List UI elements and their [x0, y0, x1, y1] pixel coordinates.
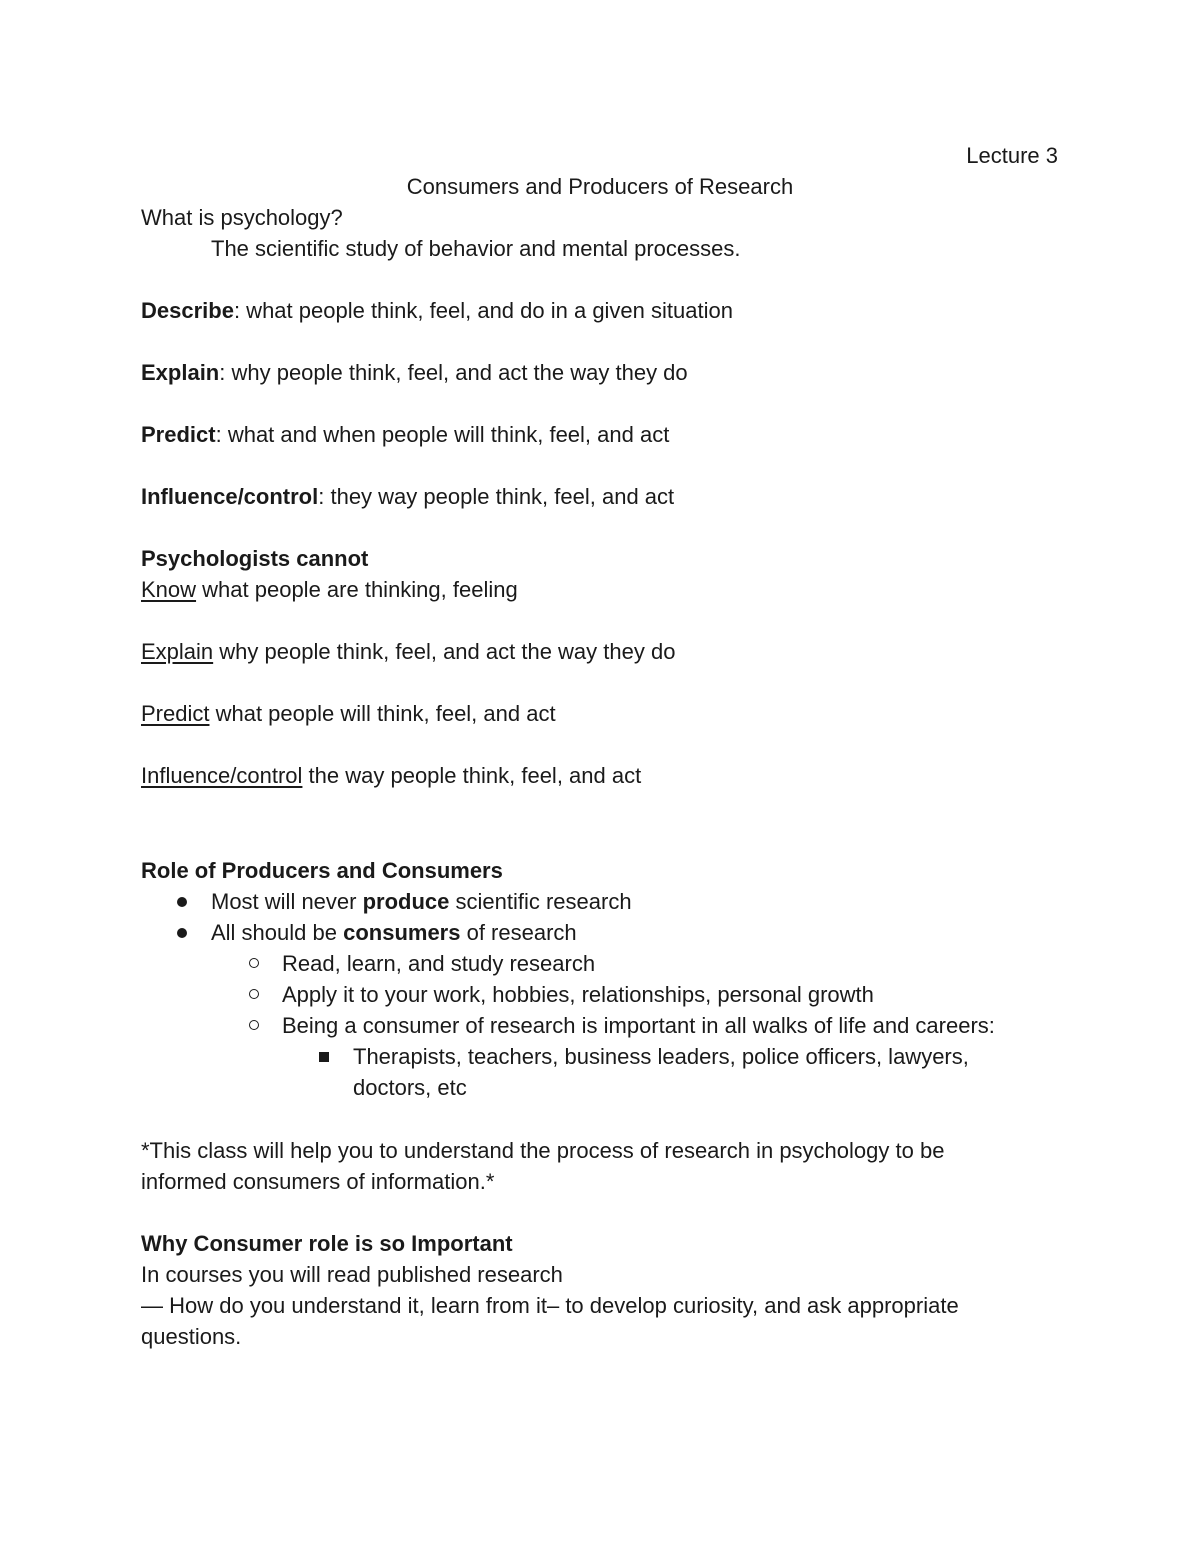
bullet-circle-icon	[249, 958, 259, 968]
list-item	[282, 948, 595, 979]
cannot-term: Influence/control	[141, 763, 303, 788]
bullet-circle-icon	[249, 1020, 259, 1030]
roles-heading-text: Role of Producers and Consumers	[141, 858, 503, 883]
list-item-text: Apply it to your work, hobbies, relationships, personal growth	[282, 982, 874, 1007]
cannot-text: what people will think, feel, and act	[209, 701, 556, 726]
bullet-dot-icon	[177, 928, 187, 938]
intro-question: What is psychology?	[141, 205, 343, 230]
cannot-text: what people are thinking, feeling	[196, 577, 518, 602]
cannot-influence	[141, 760, 641, 791]
cannot-heading	[141, 543, 368, 574]
goal-text: : they way people think, feel, and act	[318, 484, 675, 509]
goal-describe	[141, 295, 733, 326]
list-item	[282, 979, 874, 1010]
note-line: informed consumers of information.*	[141, 1169, 495, 1194]
why-line: questions.	[141, 1324, 242, 1349]
cannot-know	[141, 574, 518, 605]
why-heading-text: Why Consumer role is so Important	[141, 1231, 513, 1256]
goal-explain	[141, 357, 688, 388]
list-item-text: Being a consumer of research is important in all walks of life and careers:	[282, 1013, 995, 1038]
list-item-text: Most will never	[211, 889, 363, 914]
list-item-text: scientific research	[449, 889, 632, 914]
goal-text: : what people think, feel, and do in a given situation	[233, 298, 733, 323]
why-heading	[141, 1228, 513, 1259]
list-item	[282, 1010, 995, 1041]
goal-text: : what and when people will think, feel, and act	[215, 422, 670, 447]
cannot-predict	[141, 698, 556, 729]
list-item	[353, 1041, 969, 1072]
roles-heading	[141, 855, 503, 886]
cannot-term: Explain	[141, 639, 214, 664]
cannot-text: the way people think, feel, and act	[302, 763, 642, 788]
list-item	[211, 886, 632, 917]
cannot-term: Predict	[141, 701, 210, 726]
list-item-text: doctors, etc	[353, 1075, 467, 1100]
cannot-term: Know	[141, 577, 197, 602]
list-item-text: All should be	[211, 920, 344, 945]
goal-influence	[141, 481, 674, 512]
bullet-dot-icon	[177, 897, 187, 907]
list-item-text: Therapists, teachers, business leaders, police officers, lawyers,	[353, 1044, 969, 1069]
goal-text: : why people think, feel, and act the way they do	[219, 360, 688, 385]
lecture-number: Lecture 3	[966, 143, 1058, 168]
list-item-bold: consumers	[343, 920, 461, 945]
document-title: Consumers and Producers of Research	[406, 174, 794, 199]
goal-term: Explain	[141, 360, 220, 385]
list-item-continuation	[353, 1072, 467, 1103]
list-item-text: of research	[460, 920, 577, 945]
list-item-text: Read, learn, and study research	[282, 951, 596, 976]
why-line: In courses you will read published research	[141, 1262, 563, 1287]
cannot-text: why people think, feel, and act the way they do	[213, 639, 676, 664]
intro-answer: The scientific study of behavior and mental processes.	[211, 236, 741, 261]
list-item	[211, 917, 577, 948]
goal-term: Influence/control	[141, 484, 319, 509]
cannot-heading-text: Psychologists cannot	[141, 546, 369, 571]
note-line: *This class will help you to understand the process of research in psychology to be	[141, 1138, 945, 1163]
list-item-bold: produce	[362, 889, 450, 914]
cannot-explain	[141, 636, 675, 667]
bullet-circle-icon	[249, 989, 259, 999]
why-line: — How do you understand it, learn from it– to develop curiosity, and ask appropriate	[141, 1293, 959, 1318]
goal-predict	[141, 419, 669, 450]
goal-term: Predict	[141, 422, 216, 447]
bullet-square-icon	[319, 1052, 329, 1062]
goal-term: Describe	[141, 298, 234, 323]
